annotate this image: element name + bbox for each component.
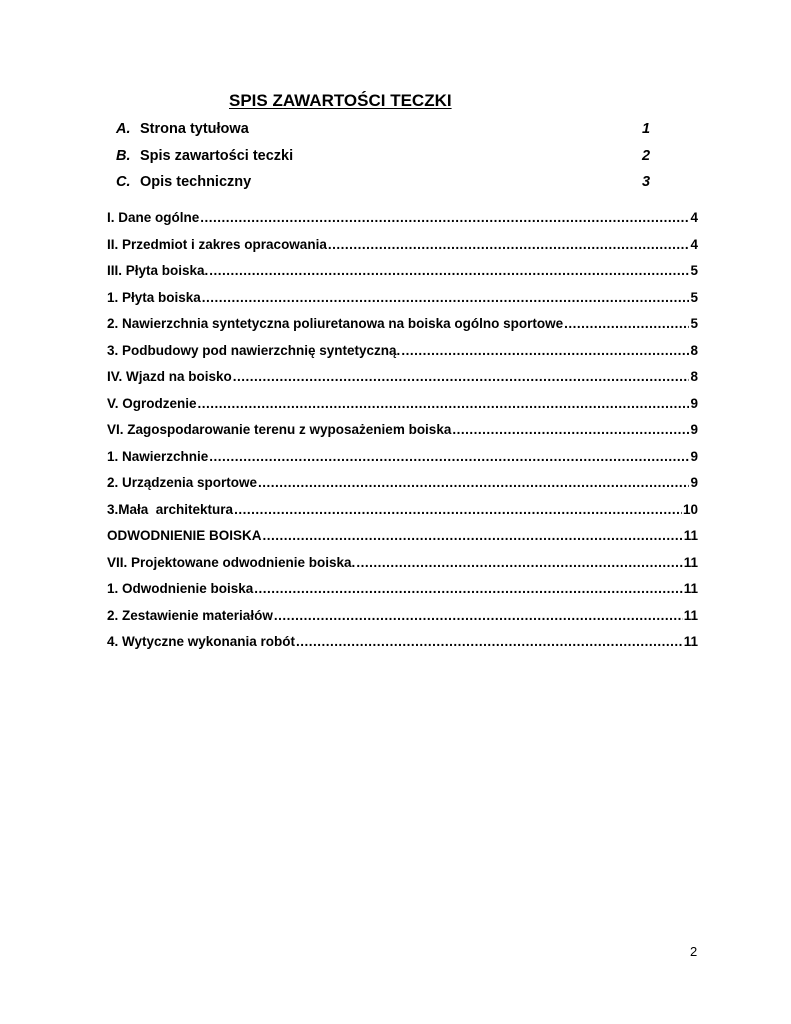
toc-leader [200, 209, 689, 227]
table-of-contents [107, 209, 698, 660]
toc-entry-page: 10 [682, 501, 698, 517]
toc-leader [233, 368, 690, 386]
toc-entry-text: V. Ogrodzenie [107, 395, 197, 411]
toc-entry [107, 633, 698, 660]
toc-leader [452, 421, 689, 439]
section-letter: A. [116, 121, 131, 137]
toc-entry-page: 9 [690, 475, 698, 490]
toc-entry [107, 395, 698, 422]
toc-entry [107, 368, 698, 395]
toc-entry-page: 5 [690, 263, 698, 278]
toc-entry-text: 2. Zestawienie materiałów [107, 607, 273, 623]
toc-entry [107, 236, 698, 263]
toc-leader [198, 395, 690, 413]
toc-entry-page: 11 [683, 581, 698, 596]
toc-leader [209, 262, 689, 280]
toc-entry-text: I. Dane ogólne [107, 210, 200, 225]
toc-leader [296, 633, 683, 651]
section-page: 2 [642, 147, 651, 164]
toc-entry-text: VII. Projektowane odwodnienie boiska. [107, 554, 356, 570]
toc-entry-page: 11 [683, 634, 698, 649]
toc-leader [209, 448, 689, 466]
section-item [116, 147, 656, 174]
toc-entry [107, 209, 698, 236]
toc-entry [107, 607, 698, 634]
toc-entry-text: 4. Wytyczne wykonania robót [107, 634, 296, 649]
section-letter: C. [116, 174, 131, 190]
toc-entry-page: 8 [690, 369, 698, 384]
toc-entry-text: IV. Wjazd na boisko [107, 369, 232, 384]
toc-entry-page: 11 [683, 528, 698, 543]
toc-leader [328, 236, 690, 254]
section-item [116, 120, 656, 147]
section-list [116, 120, 656, 200]
toc-entry [107, 527, 698, 554]
toc-leader [254, 580, 682, 598]
toc-entry-text: VI. Zagospodarowanie terenu z wyposażeniem boiska [107, 422, 452, 437]
toc-leader [356, 554, 682, 572]
toc-entry-page: 5 [690, 289, 698, 305]
toc-entry-page: 11 [683, 554, 698, 570]
toc-entry-text: II. Przedmiot i zakres opracowania [107, 236, 327, 252]
section-letter: B. [116, 147, 131, 164]
section-item [116, 173, 656, 200]
toc-entry-text: ODWODNIENIE BOISKA [107, 528, 262, 543]
section-page: 3 [642, 174, 651, 190]
toc-entry [107, 315, 698, 342]
toc-entry-page: 8 [690, 342, 698, 358]
toc-entry-page: 9 [690, 395, 698, 411]
toc-entry-text: 3.Mała architektura [107, 501, 234, 517]
toc-entry-page: 5 [690, 316, 698, 331]
toc-entry-text: 1. Odwodnienie boiska [107, 581, 254, 596]
toc-entry [107, 448, 698, 475]
toc-entry-page: 11 [683, 607, 698, 623]
toc-entry-text: 2. Urządzenia sportowe [107, 475, 258, 490]
toc-entry [107, 474, 698, 501]
toc-leader [564, 315, 689, 333]
toc-leader [234, 501, 682, 519]
section-label: Spis zawartości teczki [140, 147, 294, 164]
toc-entry [107, 501, 698, 528]
page-title: SPIS ZAWARTOŚCI TECZKI [229, 91, 452, 110]
toc-entry-page: 9 [690, 422, 698, 437]
section-page: 1 [642, 121, 651, 137]
toc-leader [263, 527, 683, 545]
toc-leader [274, 607, 683, 625]
section-label: Strona tytułowa [140, 121, 249, 137]
section-label: Opis techniczny [140, 174, 252, 190]
toc-entry [107, 342, 698, 369]
toc-entry-text: 2. Nawierzchnia syntetyczna poliuretanowa na boiska ogólno sportowe [107, 316, 564, 331]
toc-entry [107, 262, 698, 289]
toc-entry [107, 580, 698, 607]
toc-entry-text: 1. Nawierzchnie [107, 448, 209, 464]
toc-leader [401, 342, 689, 360]
page-number: 2 [690, 944, 698, 959]
toc-entry-page: 4 [690, 236, 698, 252]
toc-leader [202, 289, 690, 307]
toc-entry-text: 3. Podbudowy pod nawierzchnię syntetyczną. [107, 342, 401, 358]
toc-entry [107, 289, 698, 316]
toc-entry-page: 9 [690, 448, 698, 464]
toc-leader [258, 474, 689, 492]
toc-entry-text: III. Płyta boiska. [107, 263, 209, 278]
toc-entry-page: 4 [690, 210, 698, 225]
toc-entry [107, 554, 698, 581]
toc-entry-text: 1. Płyta boiska [107, 289, 201, 305]
toc-entry [107, 421, 698, 448]
